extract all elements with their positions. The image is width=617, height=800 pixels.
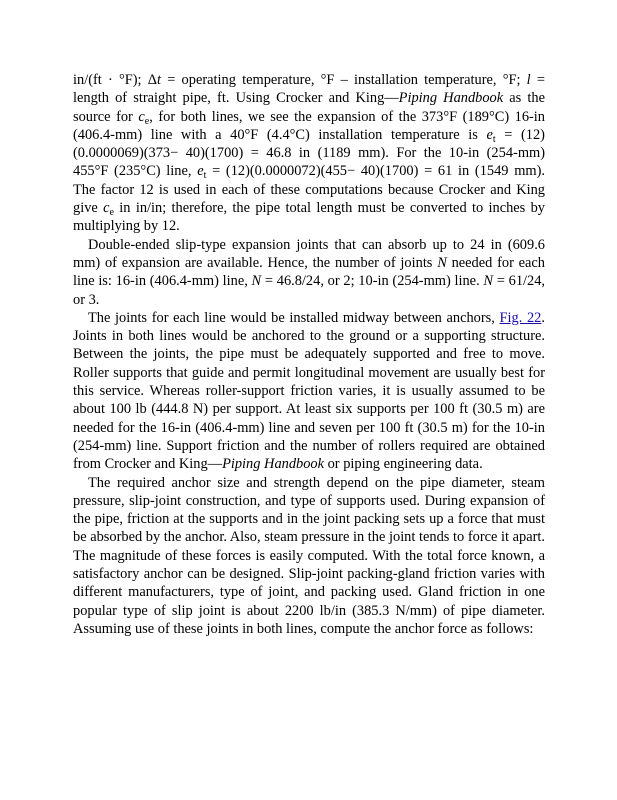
subscript: e <box>109 207 114 219</box>
text-run: . Joints in both lines would be anchored to the ground or a supporting structure. Between the joints, the pipe must be adequately supported and free to move. Roller supports that guide and permit longitudinal movement are usually best for this service. Whereas roller-support friction varies, it is usually assumed to be about 100 lb (444.8 N) per support. At least six supports per 100 ft (30.5 m) are needed for the 16-in (406.4-mm) line and seven per 100 ft (30.5 m) for the 10-in (254-mm) line. Support friction and the number of rollers required are obtained from Crocker and King— <box>73 309 545 473</box>
text-run: needed for each line is: 16-in (406.4-mm) line, <box>73 254 545 290</box>
italic-text: Piping Handbook <box>398 90 504 107</box>
italic-text: c <box>103 200 110 217</box>
text-run: = 61/24, or 3. <box>73 273 545 308</box>
paragraph-joint-count <box>73 236 545 309</box>
text-run: = (12)(0.0000072)(455− 40)(1700) = 61 in (1549 mm). The factor 12 is used in each of these computations because Crocker and King give <box>73 163 545 217</box>
text-run: = 46.8/24, or 2; 10-in (254-mm) line. <box>261 273 484 290</box>
figure-link[interactable]: Fig. 22 <box>499 309 542 326</box>
text-run: or piping engineering data. <box>324 456 483 473</box>
text-run: = operating temperature, °F – installation temperature, °F; <box>161 72 527 88</box>
text-run: = (12)(0.0000069)(373− 40)(1700) = 46.8 in (1189 mm). For the 10-in (254-mm) 455°F (235°C) line, <box>73 126 545 180</box>
italic-text: c <box>138 108 145 125</box>
italic-text: N <box>251 273 262 290</box>
subscript: e <box>144 115 150 127</box>
italic-text: Piping Handbook <box>222 456 325 473</box>
text-run: in/(ft · °F); Δ <box>73 72 158 88</box>
text-run: , for both lines, we see the expansion of the 373°F (189°C) 16-in (406.4-mm) line with a 40°F (4.4°C) installation temperature is <box>73 108 545 143</box>
document-body <box>73 71 545 638</box>
italic-text: t <box>157 72 162 88</box>
text-run: in in/in; therefore, the pipe total length must be converted to inches by multiplying by 12. <box>73 200 545 235</box>
paragraph-expansion-calc <box>73 71 545 236</box>
paragraph-joint-installation <box>73 309 545 474</box>
text-run: The required anchor size and strength depend on the pipe diameter, steam pressure, slip-joint construction, and type of supports used. During expansion of the pipe, friction at the supports and in the joint packing sets up a force that must be absorbed by the anchor. Also, steam pressure in the joint tends to force it apart. The magnitude of these forces is easily computed. With the total force known, a satisfactory anchor can be designed. Slip-joint packing-gland friction varies with different manufacturers, type of joint, and packing used. Gland friction in one popular type of slip joint is about 2200 lb/in (385.3 N/mm) of pipe diameter. Assuming use of these joints in both lines, compute the anchor force as follows: <box>73 474 545 637</box>
subscript: t <box>203 170 207 182</box>
paragraph-anchor-force <box>73 474 545 639</box>
italic-text: e <box>486 126 493 143</box>
subscript: t <box>492 133 496 145</box>
text-run: as the source for <box>73 90 545 125</box>
text-run: Double-ended slip-type expansion joints that can absorb up to 24 in (609.6 mm) of expansion are available. Hence, the number of joints <box>73 236 545 271</box>
italic-text: l <box>526 72 531 88</box>
italic-text: N <box>483 273 494 290</box>
italic-text: e <box>197 163 204 180</box>
italic-text: N <box>437 254 447 271</box>
text-run: = length of straight pipe, ft. Using Crocker and King— <box>73 72 545 107</box>
text-run: The joints for each line would be installed midway between anchors, <box>88 309 500 326</box>
